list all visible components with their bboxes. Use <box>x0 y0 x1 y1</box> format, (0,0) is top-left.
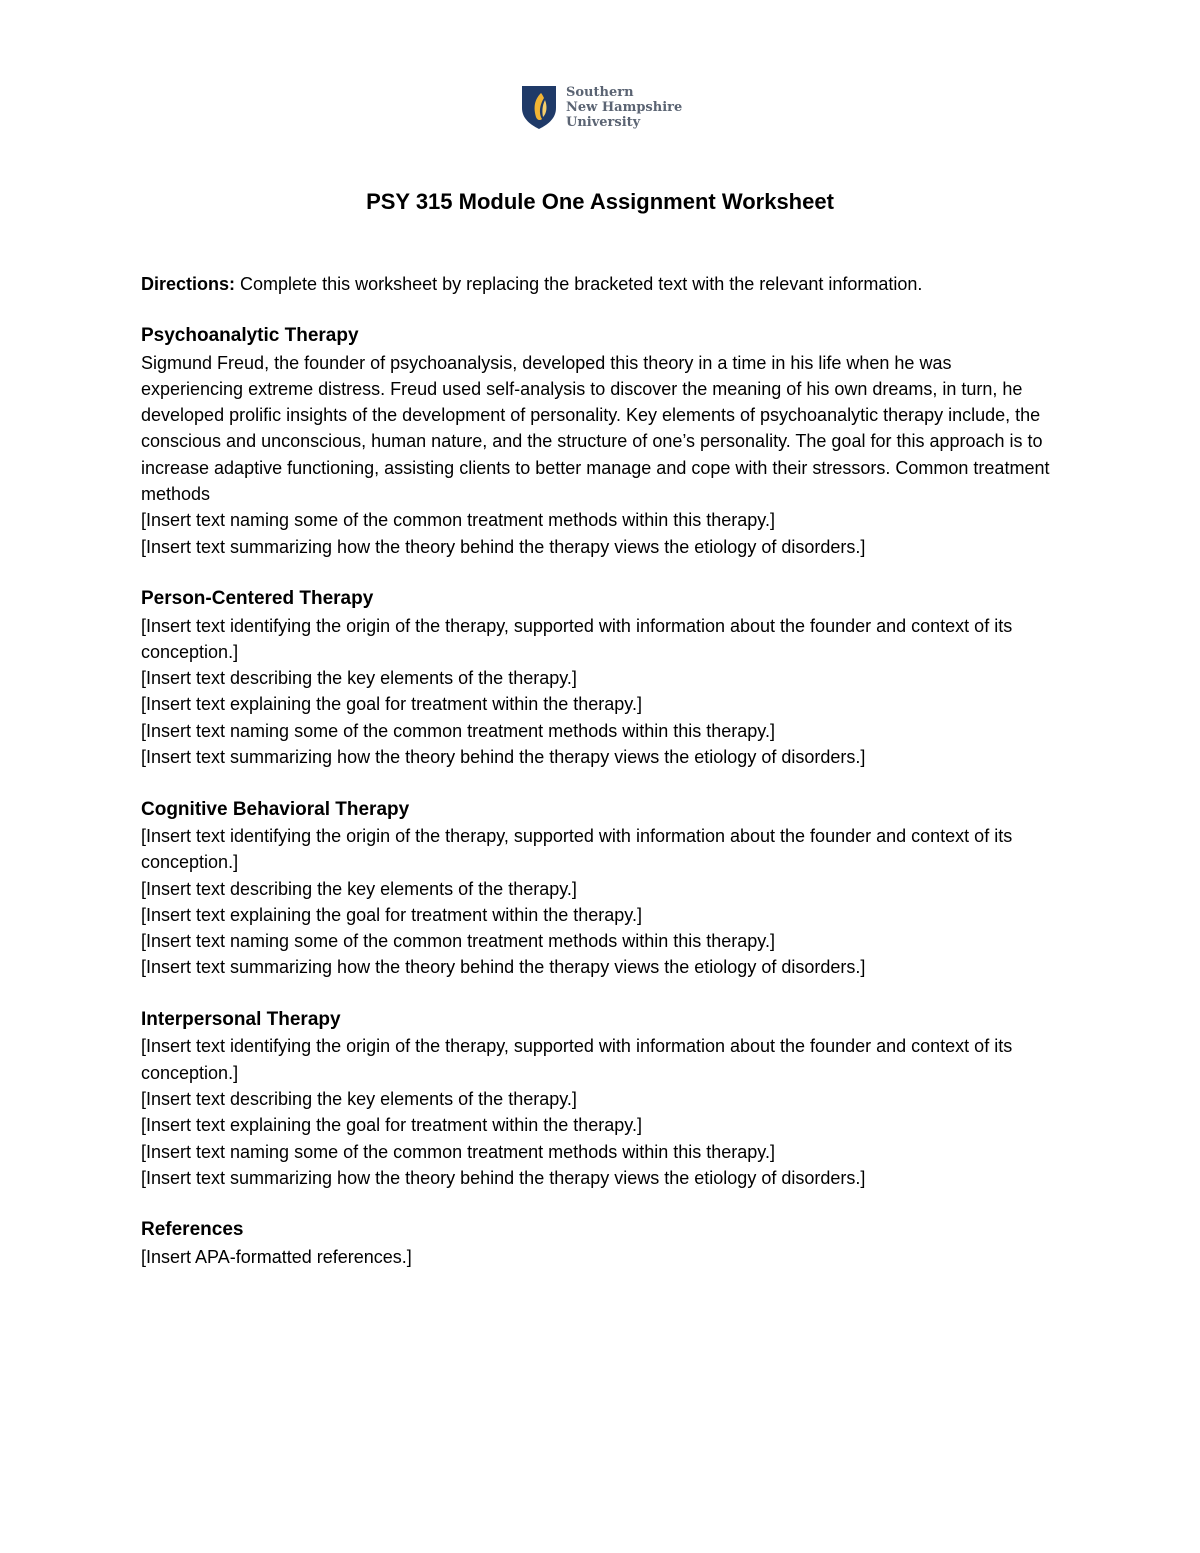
placeholder-line: [Insert text describing the key elements of the therapy.] <box>141 1088 577 1109</box>
worksheet-body <box>141 271 1051 1296</box>
directions <box>141 271 1051 297</box>
directions-label: Directions: <box>141 274 236 294</box>
section-heading: Psychoanalytic Therapy <box>141 325 359 347</box>
section-heading: Person-Centered Therapy <box>141 588 374 610</box>
logo-line-3: University <box>566 115 641 130</box>
section-heading: Cognitive Behavioral Therapy <box>141 798 410 820</box>
university-name <box>566 85 682 130</box>
university-logo <box>520 84 682 130</box>
section-psychoanalytic <box>141 323 1051 560</box>
section-heading: References <box>141 1219 244 1241</box>
placeholder-line: [Insert text describing the key elements of the therapy.] <box>141 668 577 689</box>
section-person-centered <box>141 586 1051 770</box>
shield-flame-icon <box>520 84 558 130</box>
placeholder-line: [Insert text explaining the goal for treatment within the therapy.] <box>141 694 642 715</box>
section-heading: Interpersonal Therapy <box>141 1009 341 1031</box>
placeholder-line: [Insert text describing the key elements of the therapy.] <box>141 878 577 899</box>
placeholder-line: [Insert text identifying the origin of the therapy, supported with information about the founder and context of its conception.] <box>141 615 1013 662</box>
placeholder-line: [Insert text explaining the goal for treatment within the therapy.] <box>141 904 642 925</box>
placeholder-line: [Insert APA-formatted references.] <box>141 1246 412 1267</box>
placeholder-line: [Insert text naming some of the common treatment methods within this therapy.] <box>141 1141 775 1162</box>
placeholder-line: [Insert text naming some of the common treatment methods within this therapy.] <box>141 720 775 741</box>
placeholder-line: [Insert text summarizing how the theory behind the therapy views the etiology of disorders.] <box>141 747 866 768</box>
placeholder-line: [Insert text explaining the goal for treatment within the therapy.] <box>141 1115 642 1136</box>
section-paragraph: Sigmund Freud, the founder of psychoanalysis, developed this theory in a time in his life when he was experiencing extreme distress. Freud used self-analysis to discover the meaning of his own dreams, in turn, he developed prolific insights of the development of personality. Key elements of psychoanalytic therapy include, the conscious and unconscious, human nature, and the structure of one’s personality. The goal for this approach is to increase adaptive functioning, assisting clients to better manage and cope with their stressors. Common treatment methods <box>141 352 1050 505</box>
placeholder-line: [Insert text identifying the origin of the therapy, supported with information about the founder and context of its conception.] <box>141 825 1013 873</box>
section-references <box>141 1217 1051 1270</box>
page-title: PSY 315 Module One Assignment Worksheet <box>366 189 834 214</box>
placeholder-line: [Insert text naming some of the common treatment methods within this therapy.] <box>141 931 775 952</box>
section-interpersonal <box>141 1007 1051 1191</box>
placeholder-line: [Insert text summarizing how the theory behind the therapy views the etiology of disorders.] <box>141 1167 866 1188</box>
logo-line-1: Southern <box>566 85 634 100</box>
section-cognitive-behavioral <box>141 797 1051 981</box>
placeholder-line: [Insert text identifying the origin of the therapy, supported with information about the founder and context of its conception.] <box>141 1036 1013 1083</box>
logo-line-2: New Hampshire <box>566 100 683 115</box>
directions-text: Complete this worksheet by replacing the bracketed text with the relevant information. <box>235 274 923 294</box>
placeholder-line: [Insert text summarizing how the theory behind the therapy views the etiology of disorders.] <box>141 536 866 557</box>
placeholder-line: [Insert text naming some of the common treatment methods within this therapy.] <box>141 510 775 531</box>
placeholder-line: [Insert text summarizing how the theory behind the therapy views the etiology of disorders.] <box>141 957 866 978</box>
